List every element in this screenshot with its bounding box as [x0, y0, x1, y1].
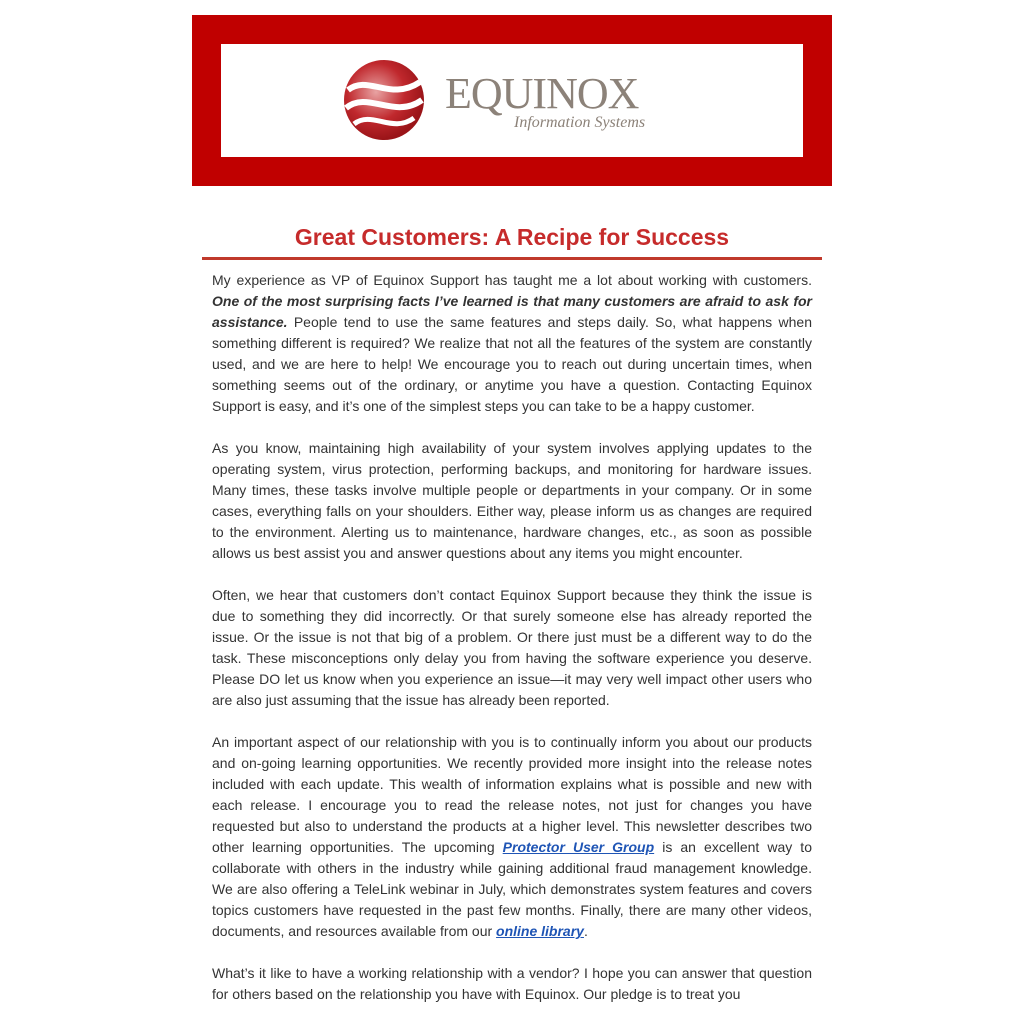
- paragraph-text: My experience as VP of Equinox Support has taught me a lot about working with customers.: [212, 272, 812, 288]
- paragraph: As you know, maintaining high availability of your system involves applying updates to the operating system, virus protection, performing backups, and monitoring for hardware issues. Many times, these tasks involve multiple people or departments in your company. Or in some cases, everything falls on your shoulders. Either way, please inform us as changes are required to the environment. Alerting us to maintenance, hardware changes, etc., as soon as possible allows us best assist you and answer questions about any items you might encounter.: [212, 440, 812, 561]
- paragraph-text: An important aspect of our relationship with you is to continually inform you about our products and on-going learning opportunities. We recently provided more insight into the release notes included with each update. This wealth of information explains what is possible and new with each release. I encourage you to read the release notes, not just for changes you have requested but also to understand the products at a higher level. This newsletter describes two other learning opportunities. The upcoming: [212, 734, 812, 855]
- logo-brand: EQUINOX: [445, 69, 639, 118]
- paragraph: What’s it like to have a working relationship with a vendor? I hope you can answer that question for others based on the relationship you have with Equinox. Our pledge is to treat you: [212, 965, 812, 1002]
- online-library-link[interactable]: online library: [496, 923, 584, 939]
- paragraph-text: is an excellent way to collaborate with others in the industry while gaining additional fraud management knowledge. We are also offering a TeleLink webinar in July, which demonstrates system features and covers topics customers have requested in the past few months. Finally, there are many other videos, documents, and resources available from our: [212, 839, 812, 939]
- paragraph-text: .: [583, 923, 588, 939]
- title-divider: [202, 257, 822, 260]
- paragraph: [212, 270, 812, 417]
- emphasis-text: One of the most surprising facts I’ve learned is that many customers are afraid to ask for assistance.: [212, 293, 812, 330]
- equinox-logo[interactable]: [340, 56, 660, 146]
- logo-tagline: Information Systems: [514, 114, 646, 131]
- paragraph: [212, 732, 812, 942]
- paragraph-text: People tend to use the same features and steps daily. So, what happens when something different is required? We realize that not all the features of the system are constantly used, and we are here to help! We encourage you to reach out during uncertain times, when something seems out of the ordinary, or anytime you have a question. Contacting Equinox Support is easy, and it’s one of the simplest steps you can take to be a happy customer.: [212, 314, 812, 414]
- article-title: Great Customers: A Recipe for Success: [294, 224, 730, 250]
- equinox-swirl-icon: [340, 56, 428, 144]
- logo-panel: [221, 44, 803, 157]
- paragraph: Often, we hear that customers don’t contact Equinox Support because they think the issue is due to something they did incorrectly. Or that surely someone else has already reported the issue. Or the issue is not that big of a problem. Or there just must be a different way to do the task. These misconceptions only delay you from having the software experience you deserve. Please DO let us know when you experience an issue—it may very well impact other users who are also just assuming that the issue has already been reported.: [212, 587, 812, 708]
- header-banner: [192, 15, 832, 186]
- protector-user-group-link[interactable]: Protector User Group: [502, 839, 655, 855]
- article-body: [212, 270, 812, 1026]
